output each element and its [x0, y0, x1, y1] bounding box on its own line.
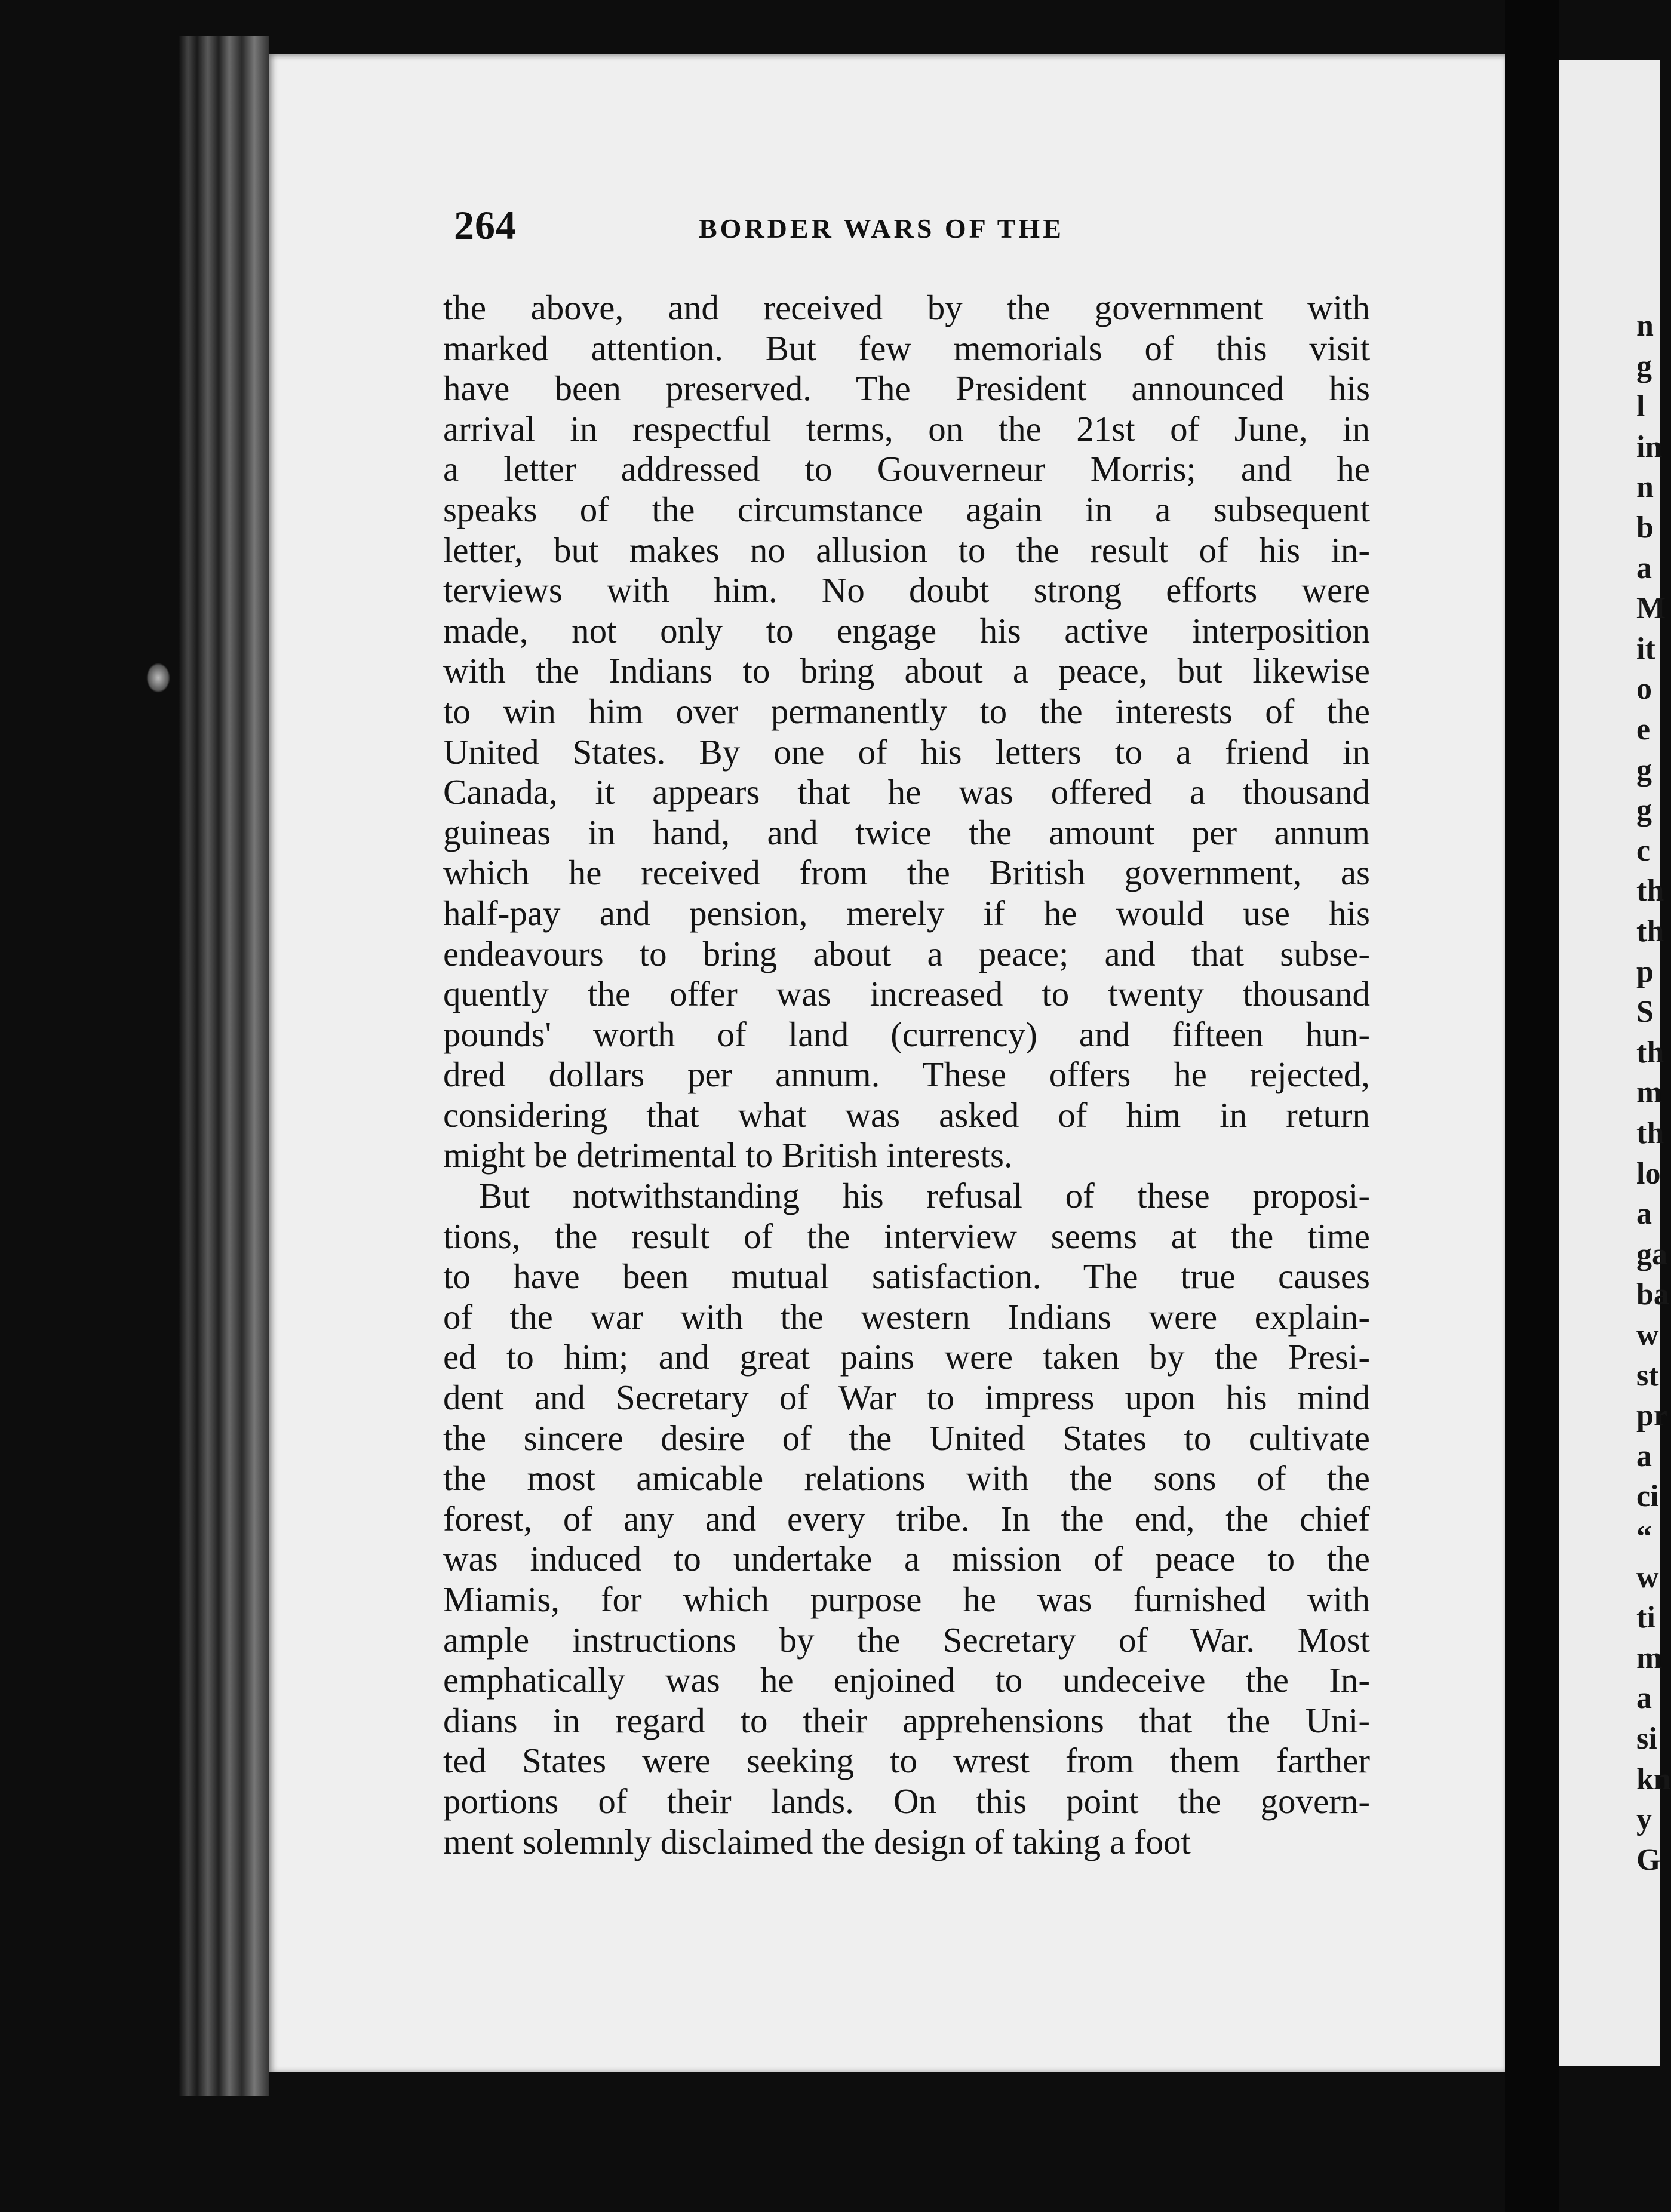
facing-page-fragment: ba [1636, 1277, 1669, 1312]
text-line: half-pay and pension, merely if he would use his [443, 893, 1370, 933]
text-line: endeavours to bring about a peace; and that subse- [443, 933, 1370, 973]
text-line: pounds' worth of land (currency) and fifteen hun- [443, 1014, 1370, 1054]
facing-page-fragment: kn [1636, 1762, 1671, 1796]
body-text [443, 288, 1370, 1862]
text-line: the most amicable relations with the sons of the [443, 1458, 1370, 1498]
facing-page-fragment: p [1636, 954, 1654, 989]
text-line: considering that what was asked of him in return [443, 1095, 1370, 1135]
text-line: ment solemnly disclaimed the design of taking a foot [443, 1821, 1191, 1861]
facing-page-fragment: m [1636, 1640, 1663, 1675]
text-line: ed to him; and great pains were taken by the Presi- [443, 1337, 1370, 1377]
text-line: have been preserved. The President announced his [443, 368, 1370, 408]
facing-page-fragment: g [1636, 349, 1652, 383]
facing-page-fragment: ci [1636, 1479, 1659, 1514]
text-line: Canada, it appears that he was offered a thousand [443, 772, 1370, 812]
text-line: terviews with him. No doubt strong efforts were [443, 570, 1370, 610]
text-line: portions of their lands. On this point the govern- [443, 1781, 1370, 1821]
text-line: was induced to undertake a mission of peace to the [443, 1539, 1370, 1579]
text-line: But notwithstanding his refusal of these proposi- [479, 1176, 1370, 1216]
facing-page-fragment: st [1636, 1358, 1659, 1393]
text-line: United States. By one of his letters to a friend in [443, 732, 1370, 772]
facing-page-fragment: th [1636, 874, 1664, 908]
text-line: to have been mutual satisfaction. The true causes [443, 1256, 1370, 1297]
page-gutter [1505, 0, 1559, 2212]
facing-page-fragment: n [1636, 309, 1654, 343]
text-line: a letter addressed to Gouverneur Morris; and he [443, 449, 1370, 489]
text-line: ample instructions by the Secretary of War. Most [443, 1620, 1370, 1660]
text-line: quently the offer was increased to twenty thousand [443, 974, 1370, 1014]
text-line: arrival in respectful terms, on the 21st of June, in [443, 408, 1370, 448]
text-line: marked attention. But few memorials of this visit [443, 328, 1370, 368]
facing-page-fragment: g [1636, 793, 1652, 828]
facing-page-fragment: e [1636, 712, 1651, 746]
text-line: Miamis, for which purpose he was furnished with [443, 1580, 1370, 1619]
facing-page-fragment: pr [1636, 1399, 1667, 1433]
facing-page-fragment: ti [1636, 1600, 1655, 1635]
text-line: made, not only to engage his active interposition [443, 610, 1370, 650]
text-line: with the Indians to bring about a peace, but likewise [443, 651, 1370, 691]
facing-page-fragment: S [1636, 995, 1654, 1030]
facing-page-fragment: w [1636, 1318, 1659, 1352]
text-line: which he received from the British government, as [443, 853, 1370, 893]
facing-page-fragment: it [1636, 631, 1655, 666]
text-line: of the war with the western Indians were explain- [443, 1297, 1370, 1337]
facing-page-edge [1559, 60, 1671, 2066]
facing-page-fragment: “ [1636, 1520, 1652, 1554]
facing-page-fragment: g [1636, 752, 1652, 787]
facing-page-fragment: n [1636, 470, 1654, 505]
text-line: letter, but makes no allusion to the result of his in- [443, 530, 1370, 570]
facing-page-fragment: si [1636, 1722, 1657, 1756]
text-line: to win him over permanently to the interests of the [443, 691, 1370, 731]
facing-page-fragment: y [1636, 1802, 1652, 1837]
facing-page-fragment: b [1636, 511, 1654, 545]
text-line: dent and Secretary of War to impress upon his mind [443, 1378, 1370, 1418]
book-spine-edge [179, 36, 269, 2096]
facing-page-fragment: c [1636, 833, 1651, 868]
facing-page-fragment: lo [1636, 1156, 1661, 1191]
text-line: dians in regard to their apprehensions that the Uni- [443, 1700, 1370, 1740]
facing-page-fragment: ga [1636, 1237, 1667, 1271]
facing-page-fragment: a [1636, 551, 1652, 585]
facing-page-fragment: M [1636, 591, 1666, 626]
text-line: the sincere desire of the United States to cultivate [443, 1418, 1370, 1458]
facing-page-fragment: th [1636, 1116, 1664, 1150]
text-line: tions, the result of the interview seems at the time [443, 1216, 1370, 1256]
text-line: dred dollars per annum. These offers he rejected, [443, 1055, 1370, 1095]
page-header [454, 202, 1362, 250]
text-line: the above, and received by the government with [443, 288, 1370, 327]
text-line: might be detrimental to British interests. [443, 1135, 1013, 1175]
running-head: BORDER WARS OF THE [699, 213, 1064, 244]
facing-page-fragment: th [1636, 914, 1664, 948]
text-line: emphatically was he enjoined to undeceive the In- [443, 1660, 1370, 1700]
text-line: speaks of the circumstance again in a subsequent [443, 489, 1370, 529]
facing-page-fragment: in [1636, 429, 1663, 464]
facing-page-fragment: th [1636, 1035, 1664, 1070]
facing-page-fragment: G [1636, 1842, 1661, 1877]
scan-smudge [146, 663, 170, 693]
facing-page-fragment: w [1636, 1560, 1659, 1595]
facing-page-fragment: o [1636, 672, 1652, 706]
text-line: forest, of any and every tribe. In the end, the chief [443, 1498, 1370, 1538]
facing-page-fragment: a [1636, 1197, 1652, 1231]
facing-page-fragment: a [1636, 1439, 1652, 1473]
facing-page-fragment: l [1636, 389, 1645, 424]
text-line: guineas in hand, and twice the amount per annum [443, 812, 1370, 852]
facing-page-fragment: a [1636, 1681, 1652, 1716]
facing-page-fragment: m [1636, 1076, 1663, 1110]
page-number: 264 [454, 202, 517, 248]
text-line: ted States were seeking to wrest from them farther [443, 1741, 1370, 1781]
